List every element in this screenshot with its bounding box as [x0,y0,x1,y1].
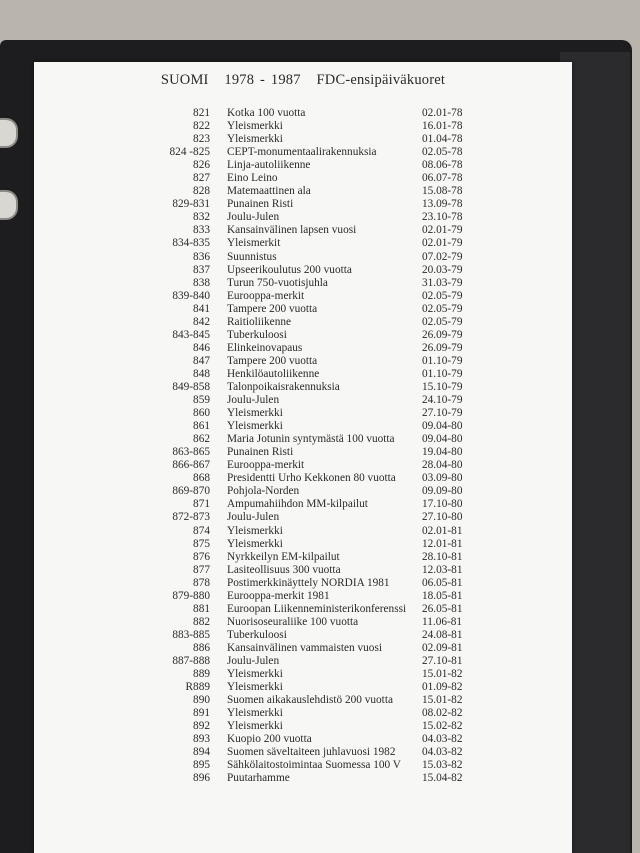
list-item [34,603,572,616]
issue-date: 09.04-80 [422,433,463,446]
issue-date: 16.01-78 [422,120,463,133]
stamp-number: 863-865 [172,446,210,459]
stamp-name: Joulu-Julen [227,394,280,407]
list-item [34,120,572,133]
stamp-name: Yleismerkki [227,133,283,146]
stamp-name: Ampumahiihdon MM-kilpailut [227,498,368,511]
stamp-number: 848 [193,367,210,380]
list-item [34,251,572,264]
issue-date: 26.05-81 [422,602,463,615]
title-country: SUOMI [160,72,209,88]
stamp-number: 824 -825 [169,146,210,159]
stamp-number: 889 [193,668,210,681]
issue-date: 02.01-81 [422,524,463,537]
stamp-number: 823 [193,133,210,146]
stamp-name: Talonpoikaisrakennuksia [227,380,340,393]
stamp-number: 872-873 [172,511,210,524]
stamp-number: 826 [193,159,210,172]
stamp-name: Puutarhamme [227,772,290,785]
issue-date: 01.09-82 [422,681,463,694]
stamp-number: 841 [193,302,210,315]
list-item [34,616,572,629]
stamp-list [34,107,572,785]
stamp-name: Raitioliikenne [227,315,292,328]
issue-date: 08.06-78 [422,159,463,172]
issue-date: 15.01-82 [422,668,463,681]
list-item [34,446,572,459]
issue-date: 03.09-80 [422,472,463,485]
stamp-number: 849-858 [172,380,210,393]
list-item [34,459,572,472]
stamp-number: 860 [193,407,210,420]
issue-date: 02.01-79 [422,237,463,250]
issue-date: 02.05-79 [422,289,463,302]
stamp-name: Tampere 200 vuotta [227,354,318,367]
stamp-number: 876 [193,550,210,563]
list-item [34,668,572,681]
list-item [34,655,572,668]
stamp-number: 862 [193,433,210,446]
stamp-number: 882 [193,615,210,628]
stamp-number: 883-885 [172,628,210,641]
list-item [34,772,572,785]
stamp-name: Eino Leino [227,172,278,185]
stamp-number: 822 [193,120,210,133]
stamp-number: 896 [193,772,210,785]
stamp-number: 894 [193,746,210,759]
issue-date: 08.02-82 [422,707,463,720]
list-item [34,316,572,329]
stamp-number: 895 [193,759,210,772]
issue-date: 02.05-79 [422,302,463,315]
list-item [34,211,572,224]
list-item [34,707,572,720]
issue-date: 17.10-80 [422,498,463,511]
issue-date: 01.10-79 [422,367,463,380]
stamp-number: 859 [193,394,210,407]
list-item [34,538,572,551]
stamp-number: 837 [193,263,210,276]
list-item [34,407,572,420]
stamp-name: Linja-autoliikenne [227,159,311,172]
list-item [34,198,572,211]
stamp-name: Kansainvälinen lapsen vuosi [227,224,357,237]
stamp-number: 868 [193,472,210,485]
stamp-number: 861 [193,420,210,433]
stamp-name: Maria Jotunin syntymästä 100 vuotta [227,433,395,446]
list-item [34,759,572,772]
binder-ring [0,190,18,220]
title-years: 1978 - 1987 [224,72,301,88]
issue-date: 24.10-79 [422,394,463,407]
stamp-name: Turun 750-vuotisjuhla [227,276,328,289]
list-item [34,746,572,759]
issue-date: 20.03-79 [422,263,463,276]
list-item [34,694,572,707]
stamp-name: Henkilöautoliikenne [227,367,320,380]
stamp-name: Nuorisoseuraliike 100 vuotta [227,615,359,628]
list-item [34,590,572,603]
list-item [34,511,572,524]
stamp-number: 842 [193,315,210,328]
stamp-name: Yleismerkit [227,237,281,250]
stamp-name: Yleismerkki [227,707,283,720]
issue-date: 02.01-79 [422,224,463,237]
list-item [34,629,572,642]
stamp-name: Eurooppa-merkit 1981 [227,589,330,602]
stamp-name: Yleismerkki [227,120,283,133]
stamp-name: Joulu-Julen [227,511,280,524]
list-item [34,277,572,290]
stamp-number: 836 [193,250,210,263]
issue-date: 15.10-79 [422,380,463,393]
list-item [34,224,572,237]
stamp-number: 886 [193,641,210,654]
stamp-name: Elinkeinovapaus [227,341,303,354]
page-title [34,72,572,89]
stamp-name: Matemaattinen ala [227,185,311,198]
stamp-name: Joulu-Julen [227,654,280,667]
issue-date: 19.04-80 [422,446,463,459]
stamp-name: Punainen Risti [227,198,294,211]
stamp-name: Upseerikoulutus 200 vuotta [227,263,352,276]
stamp-number: 866-867 [172,459,210,472]
stamp-number: 828 [193,185,210,198]
list-item [34,551,572,564]
issue-date: 09.04-80 [422,420,463,433]
stamp-name: Pohjola-Norden [227,485,300,498]
document-page [34,62,572,853]
list-item [34,133,572,146]
stamp-name: Suomen säveltaiteen juhlavuosi 1982 [227,746,396,759]
issue-date: 02.09-81 [422,641,463,654]
issue-date: 18.05-81 [422,589,463,602]
list-item [34,146,572,159]
list-item [34,290,572,303]
stamp-name: CEPT-monumentaalirakennuksia [227,146,377,159]
issue-date: 28.10-81 [422,550,463,563]
list-item [34,525,572,538]
title-label: FDC-ensipäiväkuoret [316,72,446,88]
stamp-number: 838 [193,276,210,289]
stamp-number: 893 [193,733,210,746]
stamp-number: 892 [193,720,210,733]
stamp-number: 829-831 [172,198,210,211]
stamp-name: Tuberkuloosi [227,328,287,341]
stamp-name: Suomen aikakauslehdistö 200 vuotta [227,694,393,707]
list-item [34,368,572,381]
list-item [34,303,572,316]
stamp-name: Kansainvälinen vammaisten vuosi [227,641,382,654]
stamp-number: 832 [193,211,210,224]
stamp-number: 875 [193,537,210,550]
issue-date: 31.03-79 [422,276,463,289]
issue-date: 01.10-79 [422,354,463,367]
issue-date: 26.09-79 [422,328,463,341]
stamp-number: 871 [193,498,210,511]
list-item [34,498,572,511]
issue-date: 15.01-82 [422,694,463,707]
issue-date: 04.03-82 [422,746,463,759]
issue-date: 27.10-80 [422,511,463,524]
stamp-name: Yleismerkki [227,720,283,733]
stamp-number: 891 [193,707,210,720]
list-item [34,237,572,250]
issue-date: 15.02-82 [422,720,463,733]
list-item [34,185,572,198]
stamp-name: Kuopio 200 vuotta [227,733,312,746]
issue-date: 27.10-79 [422,407,463,420]
list-item [34,107,572,120]
list-item [34,420,572,433]
binder-ring [0,118,18,148]
list-item [34,172,572,185]
stamp-name: Yleismerkki [227,668,283,681]
stamp-number: 846 [193,341,210,354]
issue-date: 06.07-78 [422,172,463,185]
issue-date: 06.05-81 [422,576,463,589]
stamp-number: 881 [193,602,210,615]
list-item [34,394,572,407]
stamp-number: R889 [185,681,210,694]
issue-date: 12.01-81 [422,537,463,550]
list-item [34,642,572,655]
stamp-name: Yleismerkki [227,681,283,694]
stamp-name: Eurooppa-merkit [227,459,305,472]
stamp-name: Postimerkkinäyttely NORDIA 1981 [227,576,390,589]
stamp-name: Lasiteollisuus 300 vuotta [227,563,341,576]
issue-date: 23.10-78 [422,211,463,224]
stamp-name: Suunnistus [227,250,277,263]
stamp-number: 843-845 [172,328,210,341]
list-item [34,433,572,446]
stamp-name: Yleismerkki [227,407,283,420]
issue-date: 02.05-79 [422,315,463,328]
stamp-name: Nyrkkeilyn EM-kilpailut [227,550,340,563]
stamp-number: 890 [193,694,210,707]
issue-date: 15.04-82 [422,772,463,785]
list-item [34,733,572,746]
issue-date: 26.09-79 [422,341,463,354]
stamp-name: Tampere 200 vuotta [227,302,318,315]
stamp-number: 834-835 [172,237,210,250]
list-item [34,564,572,577]
issue-date: 02.01-78 [422,107,463,119]
stamp-name: Yleismerkki [227,420,283,433]
stamp-number: 847 [193,354,210,367]
list-item [34,472,572,485]
issue-date: 28.04-80 [422,459,463,472]
issue-date: 15.08-78 [422,185,463,198]
list-item [34,264,572,277]
stamp-name: Yleismerkki [227,537,283,550]
stamp-name: Tuberkuloosi [227,628,287,641]
list-item [34,355,572,368]
issue-date: 13.09-78 [422,198,463,211]
stamp-number: 879-880 [172,589,210,602]
list-item [34,485,572,498]
stamp-number: 874 [193,524,210,537]
list-item [34,681,572,694]
stamp-number: 821 [193,107,210,119]
stamp-number: 827 [193,172,210,185]
list-item [34,381,572,394]
stamp-name: Presidentti Urho Kekkonen 80 vuotta [227,472,396,485]
stamp-number: 869-870 [172,485,210,498]
stamp-name: Kotka 100 vuotta [227,107,306,119]
stamp-name: Eurooppa-merkit [227,289,305,302]
stamp-number: 833 [193,224,210,237]
stamp-name: Sähkölaitostoimintaa Suomessa 100 V [227,759,401,772]
issue-date: 07.02-79 [422,250,463,263]
stamp-number: 887-888 [172,654,210,667]
issue-date: 01.04-78 [422,133,463,146]
issue-date: 11.06-81 [422,615,463,628]
list-item [34,342,572,355]
issue-date: 04.03-82 [422,733,463,746]
list-item [34,329,572,342]
issue-date: 02.05-78 [422,146,463,159]
stamp-number: 877 [193,563,210,576]
issue-date: 12.03-81 [422,563,463,576]
issue-date: 15.03-82 [422,759,463,772]
stamp-name: Punainen Risti [227,446,294,459]
issue-date: 24.08-81 [422,628,463,641]
list-item [34,720,572,733]
stamp-number: 839-840 [172,289,210,302]
stamp-number: 878 [193,576,210,589]
issue-date: 09.09-80 [422,485,463,498]
stamp-name: Joulu-Julen [227,211,280,224]
list-item [34,159,572,172]
issue-date: 27.10-81 [422,654,463,667]
stamp-name: Yleismerkki [227,524,283,537]
list-item [34,577,572,590]
stamp-name: Euroopan Liikenneministerikonferenssi [227,602,407,615]
